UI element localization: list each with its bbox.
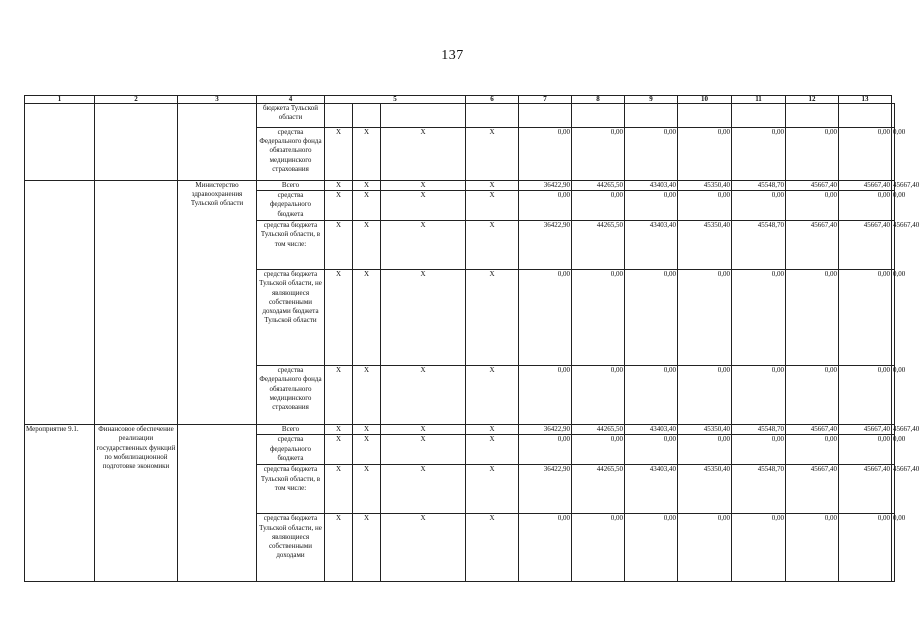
x-mark: X: [466, 191, 519, 221]
column-header: 12: [786, 96, 839, 104]
value-cell: 0,00: [519, 435, 572, 465]
budget-table: [24, 95, 919, 582]
funding-source: средства федерального бюджета: [257, 191, 325, 221]
value-cell: 0,00: [839, 191, 892, 221]
cell-col1-empty: [25, 104, 95, 181]
x-mark: X: [381, 181, 466, 191]
value-cell: 43403,40: [625, 221, 678, 270]
value-cell: 0,00: [786, 435, 839, 465]
cell-col1-empty: [25, 181, 95, 425]
value-cell: 45350,40: [678, 465, 732, 514]
x-mark: X: [381, 435, 466, 465]
value-cell: 0,00: [732, 128, 786, 181]
x-mark: X: [466, 465, 519, 514]
x-mark: X: [353, 181, 381, 191]
value-cell: 0,00: [678, 270, 732, 366]
value-cell: 0,00: [786, 270, 839, 366]
value-cell: 0,00: [732, 435, 786, 465]
column-header: 2: [95, 96, 178, 104]
x-mark: X: [325, 366, 353, 425]
value-cell: 0,00: [839, 366, 892, 425]
value-cell: 43403,40: [625, 425, 678, 435]
value-cell: 0,00: [892, 366, 895, 425]
x-mark: X: [353, 465, 381, 514]
value-cell: 0,00: [786, 191, 839, 221]
column-header: 13: [839, 96, 892, 104]
value-cell: 0,00: [519, 514, 572, 582]
x-mark: X: [325, 270, 353, 366]
value-cell: 0,00: [786, 128, 839, 181]
value-cell: 45667,40: [839, 181, 892, 191]
value-cell: 0,00: [519, 270, 572, 366]
column-header: 8: [572, 96, 625, 104]
x-mark: X: [381, 465, 466, 514]
value-cell: 45667,40: [892, 221, 895, 270]
value-cell: 45548,70: [732, 221, 786, 270]
value-cell: 36422,90: [519, 465, 572, 514]
value-cell: 45667,40: [786, 181, 839, 191]
column-header: 9: [625, 96, 678, 104]
x-mark: X: [381, 221, 466, 270]
measure-number: Мероприятие 9.1.: [25, 425, 95, 582]
funding-source: бюджета Тульской области: [257, 104, 325, 128]
value-cell: 44265,50: [572, 425, 625, 435]
table-row: [25, 104, 895, 128]
value-cell: [892, 104, 895, 128]
value-cell: 0,00: [839, 514, 892, 582]
column-number-row: [25, 96, 895, 104]
x-mark: X: [381, 191, 466, 221]
value-cell: 43403,40: [625, 465, 678, 514]
funding-source: Всего: [257, 181, 325, 191]
value-cell: 43403,40: [625, 181, 678, 191]
value-cell: 0,00: [892, 435, 895, 465]
value-cell: 0,00: [678, 366, 732, 425]
value-cell: 0,00: [572, 191, 625, 221]
cell-col2-empty: [95, 181, 178, 425]
funding-source: средства Федерального фонда обязательного медицинского страхования: [257, 366, 325, 425]
value-cell: 0,00: [732, 270, 786, 366]
page-number: 137: [441, 48, 464, 63]
x-mark: X: [353, 221, 381, 270]
x-mark: X: [381, 514, 466, 582]
x-mark: X: [381, 270, 466, 366]
column-header: 6: [466, 96, 519, 104]
x-mark: X: [353, 128, 381, 181]
x-mark: X: [353, 191, 381, 221]
value-cell: 0,00: [839, 128, 892, 181]
x-mark: X: [325, 181, 353, 191]
value-cell: 45350,40: [678, 425, 732, 435]
value-cell: [732, 104, 786, 128]
value-cell: 0,00: [786, 366, 839, 425]
x-mark: X: [381, 425, 466, 435]
value-cell: 44265,50: [572, 181, 625, 191]
value-cell: 45667,40: [839, 425, 892, 435]
cell-col3-empty: [178, 104, 257, 181]
value-cell: [519, 104, 572, 128]
funding-source: средства бюджета Тульской области, в том числе:: [257, 465, 325, 514]
x-mark: X: [466, 181, 519, 191]
x-mark: X: [325, 514, 353, 582]
value-cell: 45667,40: [786, 221, 839, 270]
value-cell: 0,00: [572, 514, 625, 582]
value-cell: [678, 104, 732, 128]
value-cell: 45548,70: [732, 425, 786, 435]
value-cell: 36422,90: [519, 181, 572, 191]
cell-col2-empty: [95, 104, 178, 181]
value-cell: 0,00: [839, 435, 892, 465]
x-mark: X: [353, 425, 381, 435]
table-row: [25, 181, 895, 191]
x-mark: X: [353, 435, 381, 465]
funding-source: средства Федерального фонда обязательного медицинского страхования: [257, 128, 325, 181]
value-cell: 45667,40: [892, 465, 895, 514]
x-mark: X: [381, 128, 466, 181]
column-header: 5: [325, 96, 466, 104]
value-cell: 45667,40: [786, 465, 839, 514]
value-cell: 44265,50: [572, 221, 625, 270]
table-row: [25, 425, 895, 435]
value-cell: 45548,70: [732, 181, 786, 191]
column-header: 11: [732, 96, 786, 104]
value-cell: 0,00: [625, 435, 678, 465]
value-cell: 0,00: [572, 270, 625, 366]
x-mark: X: [353, 514, 381, 582]
value-cell: 0,00: [892, 128, 895, 181]
value-cell: 44265,50: [572, 465, 625, 514]
x-mark: X: [325, 128, 353, 181]
value-cell: 0,00: [678, 128, 732, 181]
column-header: 4: [257, 96, 325, 104]
value-cell: 45350,40: [678, 221, 732, 270]
value-cell: 0,00: [572, 128, 625, 181]
value-cell: 45667,40: [839, 465, 892, 514]
x-mark: X: [325, 425, 353, 435]
x-mark: X: [466, 435, 519, 465]
value-cell: 36422,90: [519, 425, 572, 435]
value-cell: 0,00: [678, 191, 732, 221]
value-cell: 45667,40: [893, 181, 919, 189]
x-mark: [353, 104, 381, 128]
x-mark: [325, 104, 353, 128]
value-cell: [572, 104, 625, 128]
value-cell: 0,00: [786, 514, 839, 582]
x-mark: X: [466, 221, 519, 270]
value-cell: 0,00: [678, 514, 732, 582]
x-mark: X: [381, 366, 466, 425]
value-cell: 0,00: [892, 191, 895, 221]
value-cell: 0,00: [892, 270, 895, 366]
value-cell: 0,00: [732, 191, 786, 221]
funding-source: средства бюджета Тульской области, в том числе:: [257, 221, 325, 270]
value-cell: [786, 104, 839, 128]
x-mark: X: [466, 366, 519, 425]
x-mark: X: [325, 465, 353, 514]
x-mark: X: [353, 366, 381, 425]
value-cell: 0,00: [625, 191, 678, 221]
x-mark: X: [325, 435, 353, 465]
x-mark: X: [325, 191, 353, 221]
value-cell: 45667,40: [786, 425, 839, 435]
value-cell: 45350,40: [678, 181, 732, 191]
value-cell: 0,00: [519, 191, 572, 221]
value-cell: 0,00: [625, 514, 678, 582]
value-cell: [839, 104, 892, 128]
value-cell: 0,00: [732, 366, 786, 425]
x-mark: X: [353, 270, 381, 366]
x-mark: X: [466, 128, 519, 181]
ministry-name: Министерство здравоохранения Тульской области: [178, 181, 257, 425]
funding-source: средства федерального бюджета: [257, 435, 325, 465]
column-header: 1: [25, 96, 95, 104]
funding-source: средства бюджета Тульской области, не являющиеся собственными доходами: [257, 514, 325, 582]
funding-source: Всего: [257, 425, 325, 435]
column-header: 7: [519, 96, 572, 104]
value-cell: 0,00: [572, 435, 625, 465]
value-cell: 36422,90: [519, 221, 572, 270]
funding-source: средства бюджета Тульской области, не являющиеся собственными доходами бюджета Тульской области: [257, 270, 325, 366]
value-cell: 0,00: [678, 435, 732, 465]
value-cell: 0,00: [625, 128, 678, 181]
x-mark: X: [466, 425, 519, 435]
value-cell: 0,00: [519, 128, 572, 181]
x-mark: X: [466, 514, 519, 582]
cell-col3-empty: [178, 425, 257, 582]
value-cell: 0,00: [892, 514, 895, 582]
column-header: 10: [678, 96, 732, 104]
column-header: 3: [178, 96, 257, 104]
value-cell: 0,00: [839, 270, 892, 366]
x-mark: X: [325, 221, 353, 270]
value-cell: 0,00: [519, 366, 572, 425]
value-cell: 45667,40: [839, 221, 892, 270]
value-cell: 0,00: [732, 514, 786, 582]
value-cell: 0,00: [625, 366, 678, 425]
measure-name: Финансовое обеспечение реализации государственных функций по мобилизационной подготовке экономики: [95, 425, 178, 582]
value-cell: 0,00: [625, 270, 678, 366]
x-mark: [381, 104, 466, 128]
x-mark: [466, 104, 519, 128]
value-cell: [625, 104, 678, 128]
value-cell: 45548,70: [732, 465, 786, 514]
value-cell: 45667,40: [893, 425, 919, 434]
value-cell: 0,00: [572, 366, 625, 425]
x-mark: X: [466, 270, 519, 366]
